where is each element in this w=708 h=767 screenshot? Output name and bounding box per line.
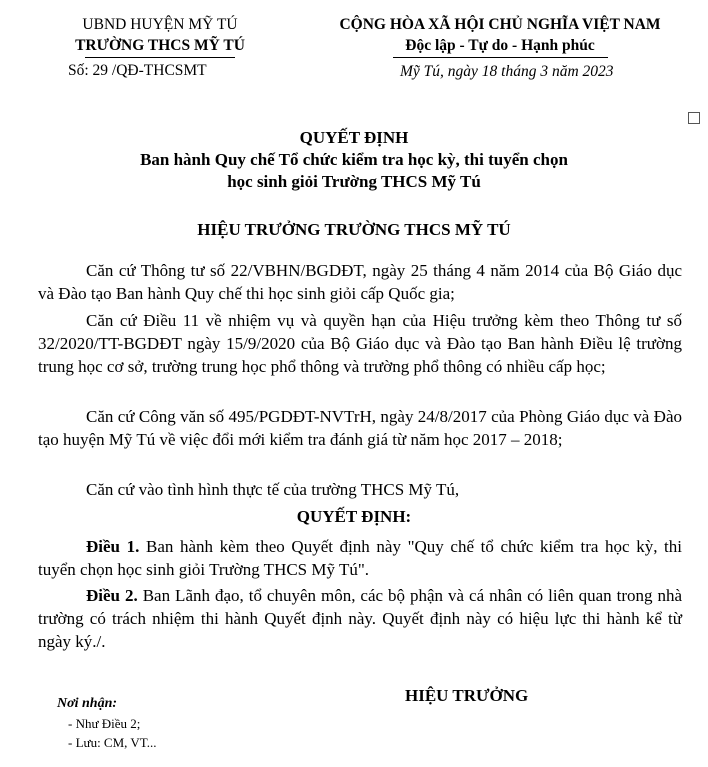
department-name: UBND HUYỆN MỸ TÚ	[82, 16, 238, 33]
motto: Độc lập - Tự do - Hạnh phúc	[405, 37, 595, 54]
country-name: CỘNG HÒA XÃ HỘI CHỦ NGHĨA VIỆT NAM	[339, 16, 661, 33]
basis-paragraph-2: Căn cứ Điều 11 về nhiệm vụ và quyền hạn của Hiệu trưởng kèm theo Thông tư số 32/2020/TT-BGDĐT ngày 15/9/2020 của Bộ Giáo dục và Đào tạo Ban hành Điều lệ trường trung học cơ sở, trường trung học phổ thông và trường phổ thông có nhiều cấp học;	[38, 311, 682, 376]
article-1-label: Điều 1.	[86, 537, 140, 556]
document-title: QUYẾT ĐỊNH	[299, 128, 409, 147]
signature-title: HIỆU TRƯỞNG	[405, 686, 529, 705]
recipient-item: - Như Điều 2;	[68, 716, 141, 731]
checkbox-icon[interactable]	[688, 112, 700, 124]
recipient-item: - Lưu: CM, VT...	[68, 735, 157, 750]
article-1-text: Ban hành kèm theo Quyết định này "Quy chế tổ chức kiểm tra học kỳ, thi tuyển chọn học sinh giỏi Trường THCS Mỹ Tú".	[38, 537, 683, 579]
basis-paragraph-3: Căn cứ Công văn số 495/PGDĐT-NVTrH, ngày 24/8/2017 của Phòng Giáo dục và Đào tạo huyện Mỹ Tú về việc đổi mới kiểm tra đánh giá từ năm học 2017 – 2018;	[38, 407, 682, 449]
article-2	[38, 584, 682, 653]
motto-underline	[393, 57, 608, 58]
decision-heading: QUYẾT ĐỊNH:	[296, 507, 412, 526]
issuing-authority: HIỆU TRƯỞNG TRƯỜNG THCS MỸ TÚ	[197, 220, 511, 239]
document-number: Số: 29 /QĐ-THCSMT	[68, 62, 207, 79]
document-subtitle-line1: Ban hành Quy chế Tổ chức kiểm tra học kỳ, thi tuyển chọn	[140, 150, 568, 169]
basis-paragraph-1: Căn cứ Thông tư số 22/VBHN/BGDĐT, ngày 25 tháng 4 năm 2014 của Bộ Giáo dục và Đào tạo Ban hành Quy chế thi học sinh giỏi cấp Quốc gia;	[38, 261, 682, 303]
school-name: TRƯỜNG THCS MỸ TÚ	[75, 37, 245, 54]
article-2-text: Ban Lãnh đạo, tổ chuyên môn, các bộ phận và cá nhân có liên quan trong nhà trường có trách nhiệm thi hành Quyết định này. Quyết định này có hiệu lực thi hành kể từ ngày ký./.	[38, 586, 683, 651]
document-date: Mỹ Tú, ngày 18 tháng 3 năm 2023	[400, 63, 614, 80]
article-2-label: Điều 2.	[86, 586, 138, 605]
document-subtitle-line2: học sinh giỏi Trường THCS Mỹ Tú	[227, 172, 481, 191]
basis-paragraph-4: Căn cứ vào tình hình thực tế của trường THCS Mỹ Tú,	[86, 480, 460, 499]
recipients-title: Nơi nhận:	[57, 696, 118, 711]
header-right	[300, 14, 700, 58]
header-left-underline	[85, 57, 235, 58]
header-left	[40, 14, 280, 58]
article-1	[38, 535, 682, 581]
